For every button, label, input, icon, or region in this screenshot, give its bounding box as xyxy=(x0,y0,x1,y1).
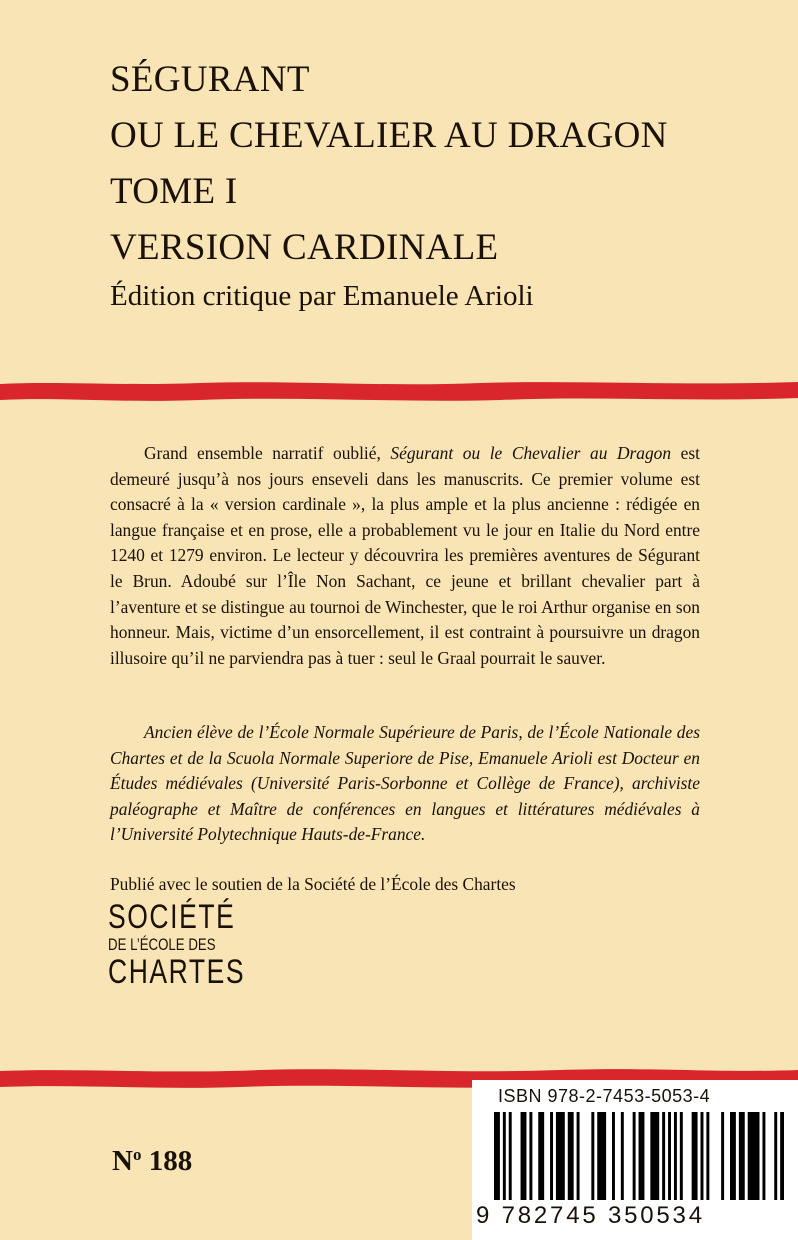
support-line: Publié avec le soutien de la Société de l’École des Chartes xyxy=(110,874,516,894)
subtitle: Édition critique par Emanuele Arioli xyxy=(110,280,534,312)
barcode-bar xyxy=(556,1112,565,1200)
barcode-bar xyxy=(509,1112,512,1200)
barcode-bar xyxy=(494,1112,500,1200)
barcode-bar xyxy=(633,1112,636,1200)
title-block xyxy=(110,52,750,313)
barcode-bar xyxy=(774,1112,777,1200)
barcode-bar xyxy=(674,1112,677,1200)
author-bio-text: Ancien élève de l’École Normale Supérieure de Paris, de l’École Nationale des Chartes et de la Scuola Normale Superiore de Pise, Emanuele Arioli est Docteur en Études médiévales (Université Paris-Sorbonne et Collège de France), archiviste paléographe et Maître de conférences en langues et littératures médiévales à l’Université Polytechnique Hauts-de-France. xyxy=(110,722,700,845)
barcode-bar xyxy=(529,1112,532,1200)
societe-ecole-chartes-logo xyxy=(108,898,246,996)
author-bio xyxy=(110,720,700,848)
summary-book-title: Ségurant ou le Chevalier au Dragon xyxy=(390,443,672,463)
barcode-bar xyxy=(568,1112,574,1200)
barcode-bar xyxy=(591,1112,594,1200)
title-line-4: VERSION CARDINALE xyxy=(110,227,499,268)
barcode-bar xyxy=(597,1112,606,1200)
top-red-rule xyxy=(0,378,798,398)
barcode-bar xyxy=(639,1112,645,1200)
logo-line-1: SOCIÉTÉ xyxy=(108,898,236,936)
logo-line-2: DE L’ÉCOLE DES xyxy=(108,935,216,954)
series-number xyxy=(112,1145,192,1178)
barcode-bar xyxy=(538,1112,544,1200)
barcode-bar xyxy=(706,1112,709,1200)
title-line-2: OU LE CHEVALIER AU DRAGON xyxy=(110,115,668,156)
number-prefix: N xyxy=(112,1145,133,1177)
isbn-label: ISBN 978-2-7453-5053-4 xyxy=(498,1086,711,1106)
barcode-bar xyxy=(680,1112,683,1200)
barcode-bar xyxy=(730,1112,736,1200)
barcode-bar xyxy=(503,1112,506,1200)
barcode-bar xyxy=(550,1112,553,1200)
title-line-3: TOME I xyxy=(110,171,238,212)
title-line-1: SÉGURANT xyxy=(110,59,310,100)
barcode-bar xyxy=(762,1112,765,1200)
barcode-bar xyxy=(662,1112,665,1200)
barcode-bar xyxy=(692,1112,698,1200)
barcode-bar xyxy=(650,1112,659,1200)
barcode-bar xyxy=(721,1112,724,1200)
barcode-bar xyxy=(739,1112,745,1200)
summary-text xyxy=(110,441,700,671)
barcode-bar xyxy=(748,1112,760,1200)
barcode-bar xyxy=(701,1112,704,1200)
barcode-bar xyxy=(577,1112,580,1200)
barcode-box xyxy=(472,1080,798,1240)
ean-barcode xyxy=(494,1112,784,1204)
number-value: 188 xyxy=(148,1145,193,1177)
summary-intro: Grand ensemble narratif oublié, xyxy=(144,443,381,463)
barcode-bar xyxy=(780,1112,784,1200)
ean-digits: 9 782745 350534 xyxy=(476,1202,705,1229)
barcode-bar xyxy=(621,1112,624,1200)
logo-line-3: CHARTES xyxy=(108,953,246,991)
barcode-bar xyxy=(521,1112,527,1200)
number-sup: o xyxy=(132,1145,142,1164)
summary-rest: est demeuré jusqu’à nos jours enseveli dans les manuscrits. Ce premier volume est consacré à la « version cardinale », la plus ample et la plus ancienne : rédigée en langue française et en prose, elle a probablement vu le jour en Italie du Nord entre 1240 et 1279 environ. Le lecteur y découvrira les premières aventures de Ségurant le Brun. Adoubé sur l’Île Non Sachant, ce jeune et brillant chevalier part à l’aventure et se distingue au tournoi de Winchester, que le roi Arthur organise en son honneur. Mais, victime d’un ensorcellement, il est contraint à poursuivre un dragon illusoire qu’il ne parviendra pas à tuer : seul le Graal pourrait le sauver. xyxy=(110,443,700,668)
barcode-bar xyxy=(612,1112,615,1200)
barcode-bar xyxy=(668,1112,671,1200)
